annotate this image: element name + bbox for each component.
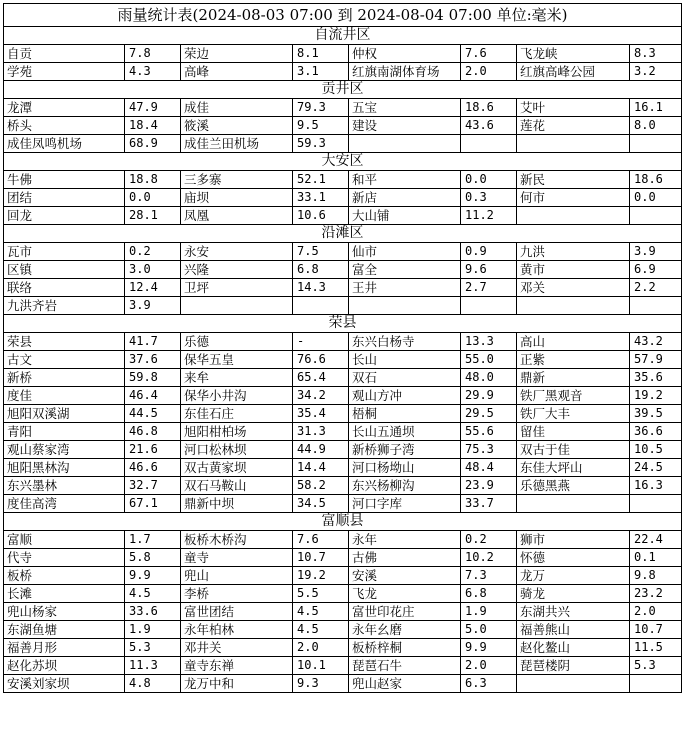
district-header-row <box>4 315 682 333</box>
station-name: 鼎新中坝 <box>181 495 293 513</box>
rainfall-value: 43.2 <box>630 333 682 351</box>
rainfall-value: 16.3 <box>630 477 682 495</box>
rainfall-value: 0.3 <box>461 189 517 207</box>
station-name: 大山铺 <box>349 207 461 225</box>
table-row <box>4 351 682 369</box>
station-name: 建设 <box>349 117 461 135</box>
table-row <box>4 171 682 189</box>
rainfall-value: 10.2 <box>461 549 517 567</box>
empty-cell <box>517 495 630 513</box>
empty-cell <box>517 675 630 693</box>
district-name: 富顺县 <box>4 513 682 531</box>
station-name: 新店 <box>349 189 461 207</box>
rainfall-value: 11.5 <box>630 639 682 657</box>
rainfall-value: 48.0 <box>461 369 517 387</box>
rainfall-value: 43.6 <box>461 117 517 135</box>
rainfall-value: 0.9 <box>461 243 517 261</box>
station-name: 飞龙 <box>349 585 461 603</box>
rainfall-value: 0.0 <box>461 171 517 189</box>
station-name: 高峰 <box>181 63 293 81</box>
rainfall-value: 68.9 <box>125 135 181 153</box>
rainfall-value: 33.7 <box>461 495 517 513</box>
empty-cell <box>630 495 682 513</box>
rainfall-value: 48.4 <box>461 459 517 477</box>
rainfall-value: 11.3 <box>125 657 181 675</box>
table-row <box>4 189 682 207</box>
district-name: 自流井区 <box>4 27 682 45</box>
station-name: 瓦市 <box>4 243 125 261</box>
table-row <box>4 405 682 423</box>
station-name: 童寺东禅 <box>181 657 293 675</box>
station-name: 富世印花庄 <box>349 603 461 621</box>
rainfall-value: 29.9 <box>461 387 517 405</box>
district-header-row <box>4 513 682 531</box>
station-name: 成佳凤鸣机场 <box>4 135 125 153</box>
rainfall-value: 0.2 <box>461 531 517 549</box>
station-name: 琵琶石牛 <box>349 657 461 675</box>
rainfall-value: 18.4 <box>125 117 181 135</box>
rainfall-value: 34.2 <box>293 387 349 405</box>
rainfall-value: 4.5 <box>125 585 181 603</box>
station-name: 卫坪 <box>181 279 293 297</box>
table-row <box>4 99 682 117</box>
station-name: 东湖鱼塘 <box>4 621 125 639</box>
station-name: 怀德 <box>517 549 630 567</box>
rainfall-value: 41.7 <box>125 333 181 351</box>
station-name: 龙潭 <box>4 99 125 117</box>
station-name: 来牟 <box>181 369 293 387</box>
station-name: 高山 <box>517 333 630 351</box>
rainfall-value: 5.5 <box>293 585 349 603</box>
station-name: 邓关 <box>517 279 630 297</box>
station-name: 东佳石庄 <box>181 405 293 423</box>
table-row <box>4 117 682 135</box>
station-name: 旭阳柑柏场 <box>181 423 293 441</box>
rainfall-value: 4.5 <box>293 621 349 639</box>
rainfall-value: 2.0 <box>630 603 682 621</box>
rainfall-value: 5.0 <box>461 621 517 639</box>
rainfall-value: 2.0 <box>461 657 517 675</box>
rainfall-value: 9.5 <box>293 117 349 135</box>
table-row <box>4 45 682 63</box>
table-row <box>4 603 682 621</box>
district-name: 大安区 <box>4 153 682 171</box>
rainfall-value: 2.7 <box>461 279 517 297</box>
rainfall-value: 46.8 <box>125 423 181 441</box>
station-name: 保华小井沟 <box>181 387 293 405</box>
rainfall-value: 59.8 <box>125 369 181 387</box>
table-row <box>4 135 682 153</box>
rainfall-value: 2.0 <box>461 63 517 81</box>
station-name: 琵琶楼阴 <box>517 657 630 675</box>
station-name: 铁厂黑观音 <box>517 387 630 405</box>
rainfall-value: 9.6 <box>461 261 517 279</box>
station-name: 东兴杨柳沟 <box>349 477 461 495</box>
empty-cell <box>517 297 630 315</box>
rainfall-value: 57.9 <box>630 351 682 369</box>
station-name: 福善熊山 <box>517 621 630 639</box>
rainfall-value: 28.1 <box>125 207 181 225</box>
station-name: 学苑 <box>4 63 125 81</box>
station-name: 和平 <box>349 171 461 189</box>
station-name: 狮市 <box>517 531 630 549</box>
rainfall-value: 8.0 <box>630 117 682 135</box>
station-name: 荣边 <box>181 45 293 63</box>
rainfall-value: 9.3 <box>293 675 349 693</box>
station-name: 观山方冲 <box>349 387 461 405</box>
rainfall-value: 7.6 <box>293 531 349 549</box>
station-name: 双石马鞍山 <box>181 477 293 495</box>
station-name: 富顺 <box>4 531 125 549</box>
table-row <box>4 549 682 567</box>
station-name: 度佳高湾 <box>4 495 125 513</box>
rainfall-value: 65.4 <box>293 369 349 387</box>
station-name: 旭阳黑林沟 <box>4 459 125 477</box>
table-row <box>4 423 682 441</box>
station-name: 九洪 <box>517 243 630 261</box>
table-row <box>4 297 682 315</box>
rainfall-value: 22.4 <box>630 531 682 549</box>
station-name: 古文 <box>4 351 125 369</box>
rainfall-value: 46.6 <box>125 459 181 477</box>
rainfall-value: 4.8 <box>125 675 181 693</box>
rainfall-value: 47.9 <box>125 99 181 117</box>
table-row <box>4 639 682 657</box>
station-name: 东兴白杨寺 <box>349 333 461 351</box>
station-name: 莲花 <box>517 117 630 135</box>
table-row <box>4 207 682 225</box>
station-name: 筱溪 <box>181 117 293 135</box>
station-name: 保华五皇 <box>181 351 293 369</box>
station-name: 桥头 <box>4 117 125 135</box>
table-row <box>4 333 682 351</box>
rainfall-value: 13.3 <box>461 333 517 351</box>
station-name: 新桥狮子湾 <box>349 441 461 459</box>
rainfall-value: 21.6 <box>125 441 181 459</box>
station-name: 东湖共兴 <box>517 603 630 621</box>
station-name: 庙坝 <box>181 189 293 207</box>
station-name: 河口松林坝 <box>181 441 293 459</box>
station-name: 长山五通坝 <box>349 423 461 441</box>
rainfall-value: 4.3 <box>125 63 181 81</box>
station-name: 古佛 <box>349 549 461 567</box>
station-name: 兜山杨家 <box>4 603 125 621</box>
rainfall-value: 4.5 <box>293 603 349 621</box>
station-name: 九洪齐岩 <box>4 297 125 315</box>
table-row <box>4 495 682 513</box>
rainfall-value: 75.3 <box>461 441 517 459</box>
rainfall-value: 3.9 <box>125 297 181 315</box>
rainfall-value: 76.6 <box>293 351 349 369</box>
rainfall-value: 32.7 <box>125 477 181 495</box>
station-name: 度佳 <box>4 387 125 405</box>
station-name: 红旗高峰公园 <box>517 63 630 81</box>
table-row <box>4 585 682 603</box>
rainfall-value: 46.4 <box>125 387 181 405</box>
station-name: 东兴墨林 <box>4 477 125 495</box>
station-name: 铁厂大丰 <box>517 405 630 423</box>
station-name: 李桥 <box>181 585 293 603</box>
rainfall-value: 0.1 <box>630 549 682 567</box>
rainfall-value: 10.1 <box>293 657 349 675</box>
rainfall-value: 9.9 <box>125 567 181 585</box>
station-name: 双古于佳 <box>517 441 630 459</box>
rainfall-value: 35.6 <box>630 369 682 387</box>
rainfall-value: 55.6 <box>461 423 517 441</box>
station-name: 飞龙峡 <box>517 45 630 63</box>
rainfall-value: 9.8 <box>630 567 682 585</box>
table-row <box>4 657 682 675</box>
empty-cell <box>630 207 682 225</box>
rainfall-value: 7.8 <box>125 45 181 63</box>
table-body <box>4 4 682 693</box>
station-name: 观山蔡家湾 <box>4 441 125 459</box>
rainfall-value: 2.0 <box>293 639 349 657</box>
rainfall-value: 23.2 <box>630 585 682 603</box>
station-name: 河口字库 <box>349 495 461 513</box>
station-name: 何市 <box>517 189 630 207</box>
district-name: 沿滩区 <box>4 225 682 243</box>
station-name: 双石 <box>349 369 461 387</box>
station-name: 梧桐 <box>349 405 461 423</box>
table-title: 雨量统计表(2024-08-03 07:00 到 2024-08-04 07:00 单位:毫米) <box>4 4 682 27</box>
rainfall-value: 3.2 <box>630 63 682 81</box>
empty-cell <box>461 135 517 153</box>
station-name: 东佳大坪山 <box>517 459 630 477</box>
rainfall-value: 44.9 <box>293 441 349 459</box>
rainfall-value: - <box>293 333 349 351</box>
empty-cell <box>630 675 682 693</box>
station-name: 童寺 <box>181 549 293 567</box>
station-name: 永年 <box>349 531 461 549</box>
table-row <box>4 459 682 477</box>
station-name: 板桥木桥沟 <box>181 531 293 549</box>
table-row <box>4 477 682 495</box>
table-row <box>4 369 682 387</box>
station-name: 凤凰 <box>181 207 293 225</box>
rainfall-value: 7.6 <box>461 45 517 63</box>
station-name: 新桥 <box>4 369 125 387</box>
rainfall-value: 12.4 <box>125 279 181 297</box>
district-name: 贡井区 <box>4 81 682 99</box>
rainfall-table <box>3 3 682 693</box>
station-name: 长山 <box>349 351 461 369</box>
station-name: 黄市 <box>517 261 630 279</box>
station-name: 联络 <box>4 279 125 297</box>
table-row <box>4 675 682 693</box>
district-name: 荣县 <box>4 315 682 333</box>
station-name: 王井 <box>349 279 461 297</box>
station-name: 龙万中和 <box>181 675 293 693</box>
rainfall-value: 34.5 <box>293 495 349 513</box>
station-name: 仲权 <box>349 45 461 63</box>
station-name: 兜山赵家 <box>349 675 461 693</box>
station-name: 赵化苏坝 <box>4 657 125 675</box>
station-name: 永年幺磨 <box>349 621 461 639</box>
station-name: 成佳兰田机场 <box>181 135 293 153</box>
station-name: 团结 <box>4 189 125 207</box>
rainfall-value: 8.1 <box>293 45 349 63</box>
rainfall-value: 11.2 <box>461 207 517 225</box>
station-name: 自贡 <box>4 45 125 63</box>
rainfall-value: 10.5 <box>630 441 682 459</box>
rainfall-value: 2.2 <box>630 279 682 297</box>
station-name: 富全 <box>349 261 461 279</box>
station-name: 新民 <box>517 171 630 189</box>
station-name: 板桥 <box>4 567 125 585</box>
station-name: 正紫 <box>517 351 630 369</box>
rainfall-value: 5.3 <box>125 639 181 657</box>
empty-cell <box>630 297 682 315</box>
rainfall-value: 6.8 <box>293 261 349 279</box>
rainfall-value: 37.6 <box>125 351 181 369</box>
table-row <box>4 261 682 279</box>
station-name: 长滩 <box>4 585 125 603</box>
station-name: 五宝 <box>349 99 461 117</box>
table-row <box>4 63 682 81</box>
rainfall-value: 6.3 <box>461 675 517 693</box>
rainfall-value: 10.6 <box>293 207 349 225</box>
station-name: 鼎新 <box>517 369 630 387</box>
rainfall-value: 18.6 <box>630 171 682 189</box>
table-row <box>4 531 682 549</box>
station-name: 红旗南湖体育场 <box>349 63 461 81</box>
empty-cell <box>461 297 517 315</box>
rainfall-value: 3.0 <box>125 261 181 279</box>
station-name: 旭阳双溪湖 <box>4 405 125 423</box>
station-name: 骑龙 <box>517 585 630 603</box>
rainfall-value: 8.3 <box>630 45 682 63</box>
station-name: 牛佛 <box>4 171 125 189</box>
station-name: 青阳 <box>4 423 125 441</box>
rainfall-value: 39.5 <box>630 405 682 423</box>
table-row <box>4 243 682 261</box>
empty-cell <box>517 207 630 225</box>
rainfall-value: 58.2 <box>293 477 349 495</box>
rainfall-value: 31.3 <box>293 423 349 441</box>
rainfall-value: 1.9 <box>461 603 517 621</box>
station-name: 福善月形 <box>4 639 125 657</box>
district-header-row <box>4 27 682 45</box>
station-name: 兴隆 <box>181 261 293 279</box>
rainfall-value: 0.0 <box>125 189 181 207</box>
station-name: 留佳 <box>517 423 630 441</box>
district-header-row <box>4 225 682 243</box>
station-name: 乐德黑燕 <box>517 477 630 495</box>
station-name: 区镇 <box>4 261 125 279</box>
title-row <box>4 4 682 27</box>
empty-cell <box>630 135 682 153</box>
district-header-row <box>4 153 682 171</box>
station-name: 安溪 <box>349 567 461 585</box>
rainfall-value: 6.9 <box>630 261 682 279</box>
rainfall-value: 44.5 <box>125 405 181 423</box>
rainfall-value: 9.9 <box>461 639 517 657</box>
rainfall-value: 3.1 <box>293 63 349 81</box>
station-name: 富世团结 <box>181 603 293 621</box>
rainfall-value: 0.2 <box>125 243 181 261</box>
rainfall-value: 33.1 <box>293 189 349 207</box>
rainfall-value: 24.5 <box>630 459 682 477</box>
rainfall-value: 19.2 <box>630 387 682 405</box>
rainfall-value: 14.4 <box>293 459 349 477</box>
table-row <box>4 567 682 585</box>
station-name: 龙万 <box>517 567 630 585</box>
empty-cell <box>517 135 630 153</box>
station-name: 荣县 <box>4 333 125 351</box>
empty-cell <box>349 135 461 153</box>
rainfall-value: 18.6 <box>461 99 517 117</box>
rainfall-value: 0.0 <box>630 189 682 207</box>
rainfall-value: 6.8 <box>461 585 517 603</box>
station-name: 成佳 <box>181 99 293 117</box>
rainfall-value: 14.3 <box>293 279 349 297</box>
station-name: 永年柏林 <box>181 621 293 639</box>
station-name: 三多寨 <box>181 171 293 189</box>
rainfall-value: 35.4 <box>293 405 349 423</box>
rainfall-value: 33.6 <box>125 603 181 621</box>
table-row <box>4 279 682 297</box>
station-name: 安溪刘家坝 <box>4 675 125 693</box>
station-name: 乐德 <box>181 333 293 351</box>
rainfall-value: 79.3 <box>293 99 349 117</box>
table-row <box>4 441 682 459</box>
rainfall-value: 5.3 <box>630 657 682 675</box>
rainfall-value: 18.8 <box>125 171 181 189</box>
station-name: 河口杨坳山 <box>349 459 461 477</box>
rainfall-value: 59.3 <box>293 135 349 153</box>
station-name: 代寺 <box>4 549 125 567</box>
rainfall-value: 67.1 <box>125 495 181 513</box>
rainfall-value: 23.9 <box>461 477 517 495</box>
station-name: 永安 <box>181 243 293 261</box>
rainfall-value: 19.2 <box>293 567 349 585</box>
station-name: 回龙 <box>4 207 125 225</box>
rainfall-value: 10.7 <box>293 549 349 567</box>
station-name: 邓井关 <box>181 639 293 657</box>
rainfall-value: 10.7 <box>630 621 682 639</box>
rainfall-value: 7.3 <box>461 567 517 585</box>
rainfall-value: 36.6 <box>630 423 682 441</box>
station-name: 板桥梓桐 <box>349 639 461 657</box>
station-name: 双古黄家坝 <box>181 459 293 477</box>
empty-cell <box>349 297 461 315</box>
table-row <box>4 621 682 639</box>
rainfall-value: 1.7 <box>125 531 181 549</box>
empty-cell <box>293 297 349 315</box>
station-name: 兜山 <box>181 567 293 585</box>
district-header-row <box>4 81 682 99</box>
empty-cell <box>181 297 293 315</box>
station-name: 艾叶 <box>517 99 630 117</box>
rainfall-value: 1.9 <box>125 621 181 639</box>
table-row <box>4 387 682 405</box>
rainfall-value: 3.9 <box>630 243 682 261</box>
rainfall-value: 5.8 <box>125 549 181 567</box>
station-name: 赵化鳌山 <box>517 639 630 657</box>
rainfall-value: 7.5 <box>293 243 349 261</box>
station-name: 仙市 <box>349 243 461 261</box>
rainfall-value: 52.1 <box>293 171 349 189</box>
rainfall-value: 55.0 <box>461 351 517 369</box>
rainfall-value: 16.1 <box>630 99 682 117</box>
rainfall-value: 29.5 <box>461 405 517 423</box>
